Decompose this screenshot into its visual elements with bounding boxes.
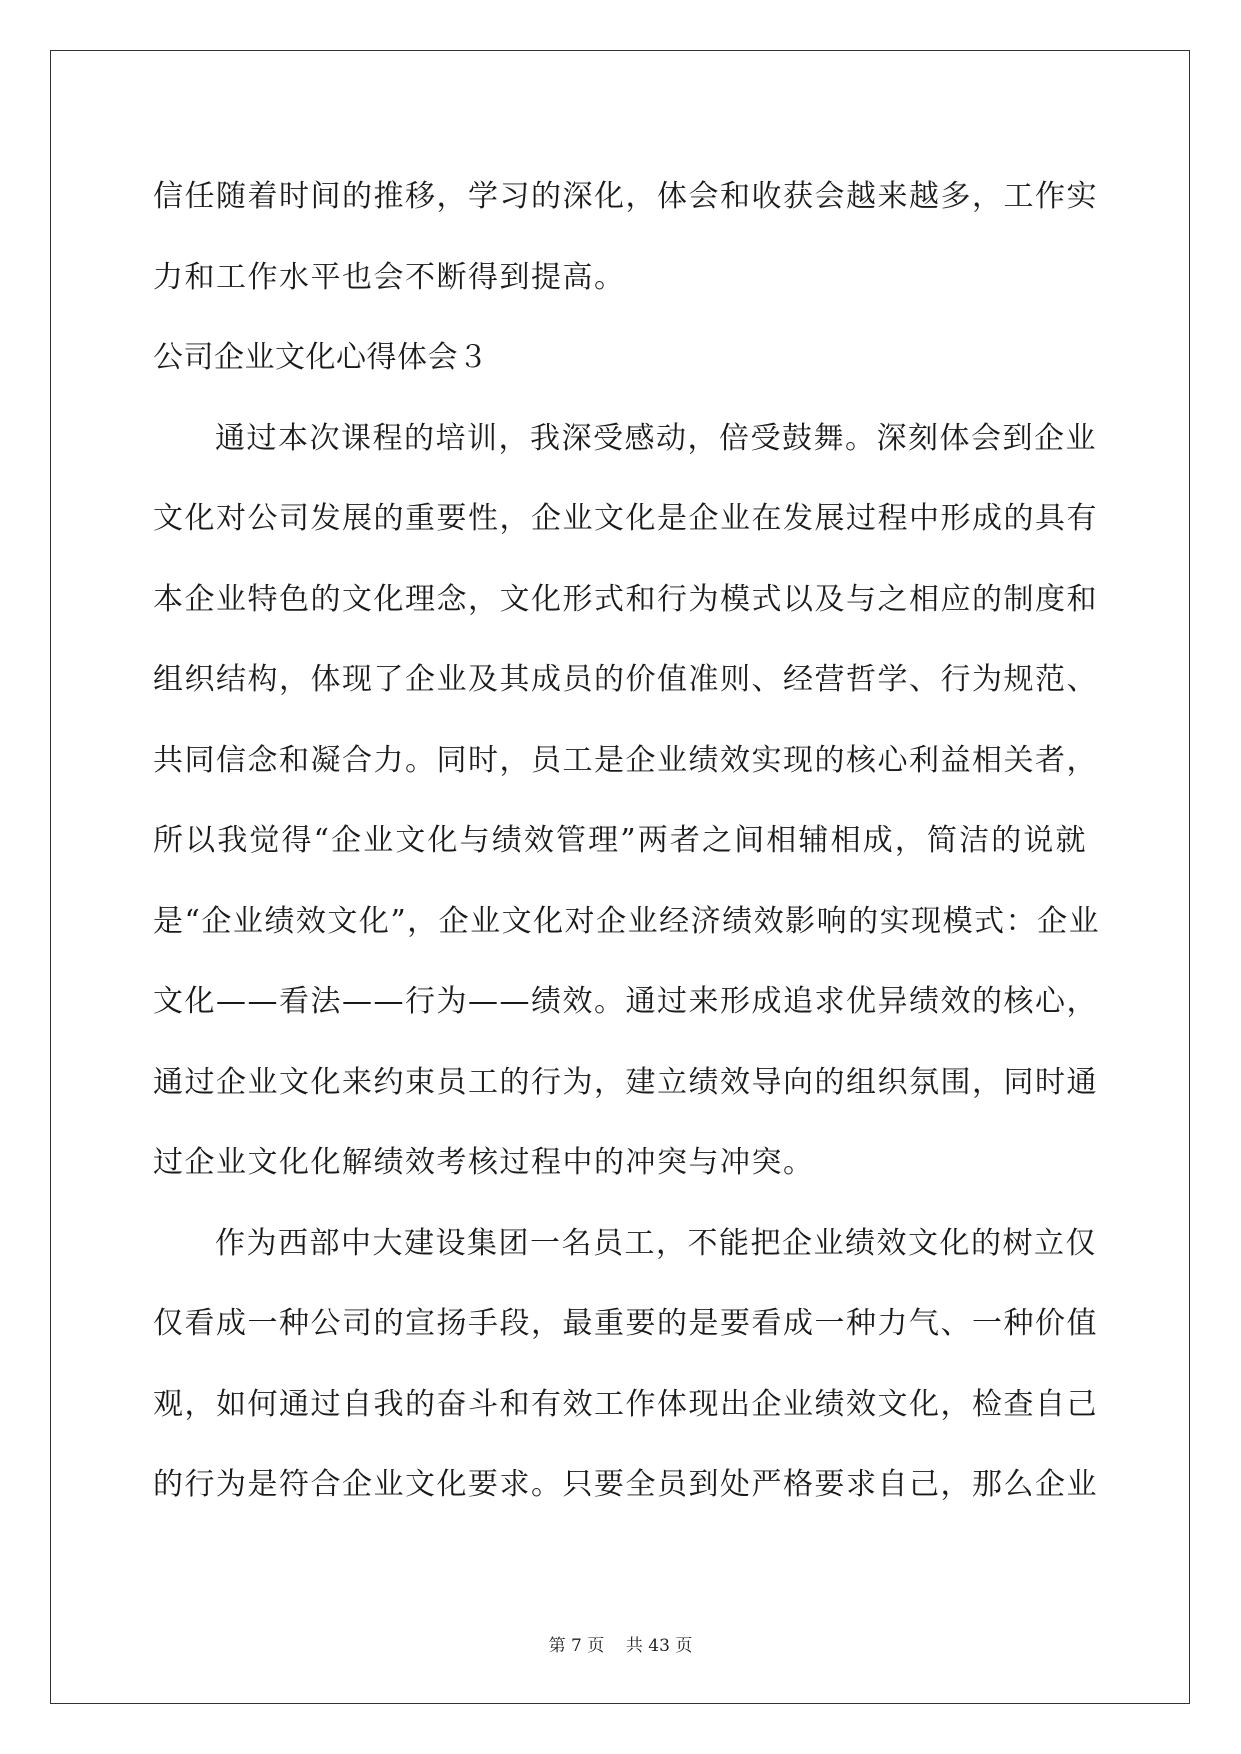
text-line: 仅看成一种公司的宣扬手段，最重要的是要看成一种力气、一种价值: [153, 1306, 1098, 1341]
text-line: 组织结构，体现了企业及其成员的价值准则、经营哲学、行为规范、: [153, 662, 1098, 697]
text-line: 本企业特色的文化理念，文化形式和行为模式以及与之相应的制度和: [153, 581, 1098, 617]
text-line: 信任随着时间的推移，学习的深化，体会和收获会越来越多，工作实: [153, 179, 1098, 214]
text-line: 文化——看法——行为——绩效。通过来形成追求优异绩效的核心，: [153, 984, 1098, 1019]
text-line: 通过企业文化来约束员工的行为，建立绩效导向的组织氛围，同时通: [153, 1064, 1098, 1100]
text-line: 是“企业绩效文化”，企业文化对企业经济绩效影响的实现模式：企业: [153, 903, 1101, 939]
text-line: 的行为是符合企业文化要求。只要全员到处严格要求自己，那么企业: [153, 1467, 1098, 1502]
text-line: 文化对公司发展的重要性，企业文化是企业在发展过程中形成的具有: [153, 501, 1098, 536]
text-line: 观，如何通过自我的奋斗和有效工作体现出企业绩效文化，检查自己: [153, 1386, 1098, 1422]
text-line: 共同信念和凝合力。同时，员工是企业绩效实现的核心利益相关者，: [153, 742, 1098, 778]
text-line: 过企业文化化解绩效考核过程中的冲突与冲突。: [153, 1145, 815, 1180]
text-line: 所以我觉得“企业文化与绩效管理”两者之间相辅相成，简洁的说就: [153, 823, 1087, 858]
text-line: 作为西部中大建设集团一名员工，不能把企业绩效文化的树立仅: [215, 1225, 1097, 1261]
section-heading: 公司企业文化心得体会３: [153, 340, 489, 375]
document-body: [153, 157, 1101, 1526]
text-line: 通过本次课程的培训，我深受感动，倍受鼓舞。深刻体会到企业: [215, 420, 1097, 456]
page-number-footer: 第 7 页 共 43 页: [548, 1636, 693, 1656]
text-line: 力和工作水平也会不断得到提高。: [153, 259, 626, 295]
